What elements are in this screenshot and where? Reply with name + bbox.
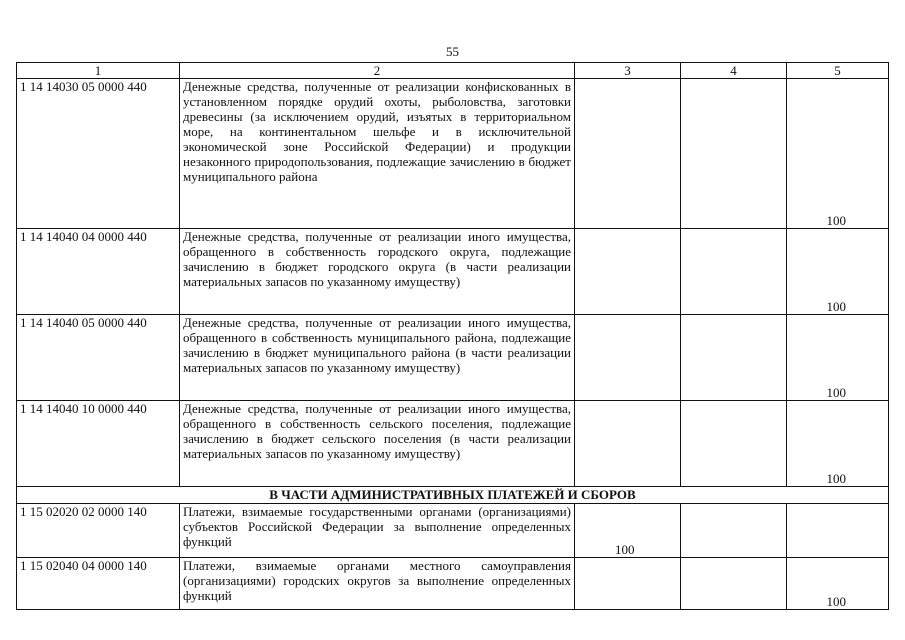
row-name [180, 401, 575, 487]
row-code: 1 15 02020 02 0000 140 [17, 504, 180, 558]
row-name [180, 229, 575, 315]
column-header-2: 2 [180, 63, 575, 79]
row-code: 1 14 14030 05 0000 440 [17, 79, 180, 229]
row-code: 1 14 14040 05 0000 440 [17, 315, 180, 401]
row-col4 [681, 401, 787, 487]
table-row [17, 315, 889, 401]
row-name-text: Денежные средства, полученные от реализации иного имущества, обращенного в собственность сельского поселения, подлежащие зачислению в бюджет сельского поселения (в части реализации материальных запасов по указанному имуществу) [183, 401, 571, 461]
row-name-text: Денежные средства, полученные от реализации конфискованных в установленном порядке орудий охоты, рыболовства, заготовки древесины (за исключением орудий, изъятых в территориальном море, на континентальном шельфе и в исключительной экономической зоне Российской Федерации) и продукции незаконного природопользования, подлежащие зачислению в бюджет муниципального района [183, 79, 571, 184]
column-header-4: 4 [681, 63, 787, 79]
row-name-text: Денежные средства, полученные от реализации иного имущества, обращенного в собственность муниципального района, подлежащие зачислению в бюджет муниципального района (в части реализации материальных запасов по указанному имуществу) [183, 315, 571, 375]
row-name [180, 315, 575, 401]
section-title: В ЧАСТИ АДМИНИСТРАТИВНЫХ ПЛАТЕЖЕЙ И СБОРОВ [17, 487, 889, 504]
table-row [17, 558, 889, 610]
row-col5: 100 [787, 558, 889, 610]
row-name-text: Платежи, взимаемые органами местного самоуправления (организациями) городских округов за выполнение определенных функций [183, 558, 571, 603]
row-name-text: Платежи, взимаемые государственными органами (организациями) субъектов Российской Федерации за выполнение определенных функций [183, 504, 571, 549]
row-name [180, 504, 575, 558]
row-col5: 100 [787, 79, 889, 229]
column-header-3: 3 [575, 63, 681, 79]
row-col4 [681, 315, 787, 401]
section-header-row [17, 487, 889, 504]
row-name [180, 79, 575, 229]
table-row [17, 229, 889, 315]
row-col3 [575, 401, 681, 487]
column-header-1: 1 [17, 63, 180, 79]
column-header-5: 5 [787, 63, 889, 79]
row-col3: 100 [575, 504, 681, 558]
row-col3 [575, 558, 681, 610]
column-number-row [17, 63, 889, 79]
row-name-text: Денежные средства, полученные от реализации иного имущества, обращенного в собственность городского округа, подлежащие зачислению в бюджет городского округа (в части реализации материальных запасов по указанному имуществу) [183, 229, 571, 289]
table-row [17, 79, 889, 229]
row-col4 [681, 79, 787, 229]
row-col4 [681, 558, 787, 610]
table-row [17, 504, 889, 558]
budget-allocation-table [16, 62, 889, 610]
row-code: 1 14 14040 04 0000 440 [17, 229, 180, 315]
row-col5: 100 [787, 229, 889, 315]
row-col5 [787, 504, 889, 558]
page-number: 55 [446, 44, 459, 59]
row-name [180, 558, 575, 610]
row-col4 [681, 504, 787, 558]
row-code: 1 15 02040 04 0000 140 [17, 558, 180, 610]
row-col3 [575, 315, 681, 401]
row-col3 [575, 229, 681, 315]
row-col5: 100 [787, 401, 889, 487]
row-code: 1 14 14040 10 0000 440 [17, 401, 180, 487]
row-col5: 100 [787, 315, 889, 401]
row-col4 [681, 229, 787, 315]
row-col3 [575, 79, 681, 229]
table-row [17, 401, 889, 487]
